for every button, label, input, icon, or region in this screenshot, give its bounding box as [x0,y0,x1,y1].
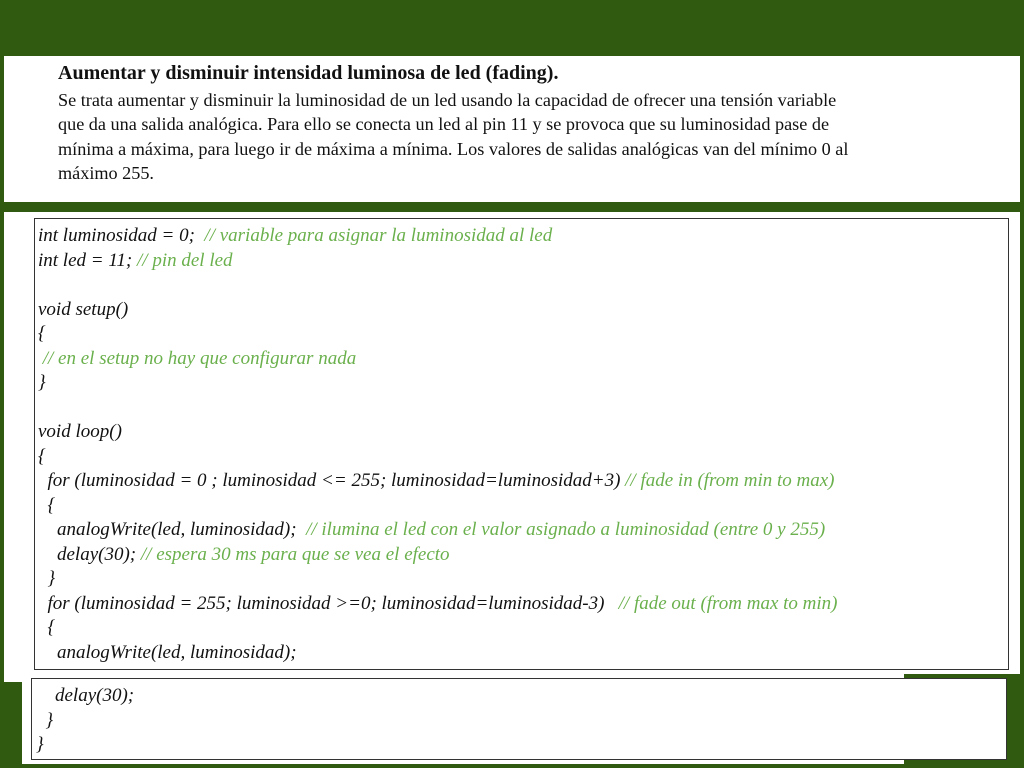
code-listing-lower [36,684,134,758]
code-line [38,371,837,396]
code-line [38,224,837,249]
code-text: int led = 11; [38,249,138,271]
code-line [38,420,837,445]
code-line [36,684,134,709]
code-line [38,347,837,372]
code-line [38,273,837,298]
intro-paragraph [58,88,1018,186]
code-text: } [38,372,46,393]
code-line [38,322,837,347]
code-comment: // en el setup no hay que configurar nada [42,347,357,369]
code-text: } [36,734,44,755]
intro-line: mínima a máxima, para luego ir de máxima a mínima. Los valores de salidas analógicas van del mínimo 0 al [58,138,849,159]
code-comment: // fade out (from max to min) [618,592,838,614]
code-line [36,709,134,734]
code-text: void loop() [38,421,122,442]
code-text: for (luminosidad = 0 ; luminosidad <= 255; luminosidad=luminosidad+3) [38,470,626,491]
code-line [38,469,837,494]
code-text: { [38,323,46,344]
code-text: void setup() [38,298,129,320]
code-text: analogWrite(led, luminosidad); [38,641,297,663]
code-line [38,249,837,274]
code-text: delay(30); [38,543,141,565]
code-line [38,616,837,641]
code-text: int luminosidad = 0; [38,225,205,246]
code-comment: // espera 30 ms para que se vea el efecto [140,543,450,565]
code-text: delay(30); [36,685,135,706]
code-text: { [38,445,46,467]
code-comment: // pin del led [137,249,233,271]
code-line [38,518,837,543]
code-text: analogWrite(led, luminosidad); [38,519,307,540]
code-box-lower [31,678,1007,760]
code-comment: // fade in (from min to max) [625,470,835,491]
code-line [38,543,837,568]
intro-line: Se trata aumentar y disminuir la luminosidad de un led usando la capacidad de ofrecer una tensión variable [58,90,837,110]
code-line [38,592,837,617]
code-text: } [38,568,56,589]
intro-line: que da una salida analógica. Para ello se conecta un led al pin 11 y se provoca que su luminosidad pase de [58,114,830,135]
code-comment: // variable para asignar la luminosidad al led [204,225,553,246]
code-text: { [38,617,56,638]
code-listing-upper [38,224,837,665]
green-left-strip [0,682,22,768]
code-text: } [36,709,54,731]
code-line [36,733,134,758]
code-line [38,445,837,470]
code-text: for (luminosidad = 255; luminosidad >=0; luminosidad=luminosidad-3) [38,592,619,614]
code-text: { [38,494,56,516]
code-line [38,396,837,421]
code-line [38,641,837,666]
code-comment: // ilumina el led con el valor asignado a luminosidad (entre 0 y 255) [306,519,826,540]
section-title: Aumentar y disminuir intensidad luminosa de led (fading). [58,62,559,84]
code-line [38,298,837,323]
intro-line: máximo 255. [58,163,154,184]
code-line [38,494,837,519]
code-line [38,567,837,592]
